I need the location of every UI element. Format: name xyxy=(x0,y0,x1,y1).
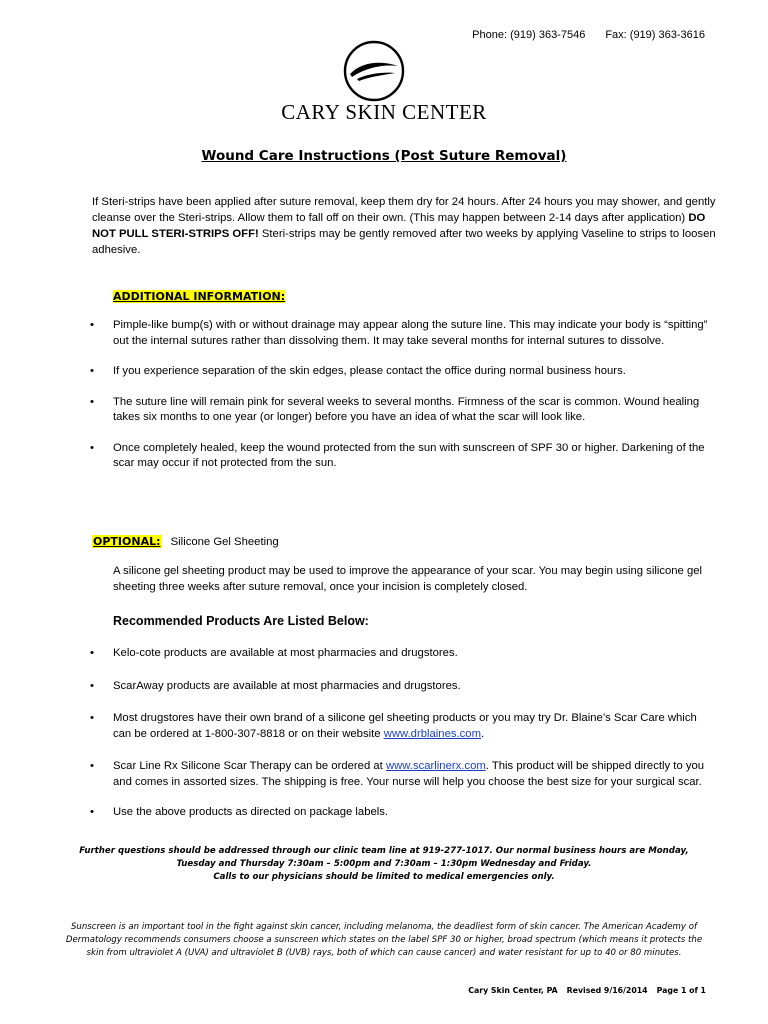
list-item: • ScarAway products are available at most pharmacies and drugstores. xyxy=(90,679,715,695)
list-item: • If you experience separation of the skin edges, please contact the office during normal business hours. xyxy=(90,364,715,380)
list-item xyxy=(90,711,715,742)
item-end: . This product will be shipped directly to you and comes in assorted sizes. The shipping is free. Your nurse will help you choose the best size for your surgical scar. xyxy=(113,760,705,788)
recommended-heading: Recommended Products Are Listed Below: xyxy=(113,614,369,628)
list-item: • The suture line will remain pink for several weeks to several months. Firmness of the scar is common. Wound healing takes six months to one year (or longer) before you have an idea of what the scar will look like. xyxy=(90,395,715,426)
sunscreen-note: Sunscreen is an important tool in the fight against skin cancer, including melanoma, the deadliest form of skin cancer. The American Academy of Dermatology recommends consumers choose a sunscreen which states on the label SPF 30 or higher, broad spectrum (which means it protects the skin from ultraviolet A (UVA) and ultraviolet B (UVB) rays, both of which can cause cancer) and water resistant for up to 40 or 80 minutes. xyxy=(65,922,703,958)
drblaines-link[interactable]: www.drblaines.com xyxy=(383,727,482,740)
footer-revised: Revised 9/16/2014 xyxy=(566,986,648,995)
page-title xyxy=(0,148,768,164)
list-item: • Use the above products as directed on package labels. xyxy=(90,805,715,821)
list-item: • Kelo-cote products are available at most pharmacies and drugstores. xyxy=(90,646,715,662)
optional-description: A silicone gel sheeting product may be used to improve the appearance of your scar. You may begin using silicone gel sheeting three weeks after suture removal, once your incision is completely closed. xyxy=(113,565,703,593)
item-end: . xyxy=(481,727,485,740)
scarlinerx-link[interactable]: www.scarlinerx.com xyxy=(385,760,486,772)
optional-text: Silicone Gel Sheeting xyxy=(170,536,279,548)
additional-heading xyxy=(113,287,285,305)
list-item: • Pimple-like bump(s) with or without drainage may appear along the suture line. This may indicate your body is “spitting” out the internal sutures rather than dissolving them. It may take several months for internal sutures to dissolve. xyxy=(90,318,715,349)
brand-name: CARY SKIN CENTER xyxy=(281,100,487,124)
intro-text-a: If Steri-strips have been applied after suture removal, keep them dry for 24 hours. After 24 hours you may shower, and gently cleanse over the Steri-strips. Allow them to fall off on their own. (This may happen between 2-14 days after application) xyxy=(92,196,716,224)
contact-note-line1: Further questions should be addressed through our clinic team line at 919-277-1017. Our normal business hours are Monday, Tuesday and Thursday 7:30am – 5:00pm and 7:30am – 1:30pm Wednesday and Friday. xyxy=(79,846,689,869)
optional-label: OPTIONAL: xyxy=(93,535,161,548)
phone-number: Phone: (919) 363-7546 xyxy=(472,29,586,41)
footer-org: Cary Skin Center, PA xyxy=(468,986,558,995)
logo-icon xyxy=(343,40,405,102)
item-text: Scar Line Rx Silicone Scar Therapy can be ordered at xyxy=(113,760,386,772)
list-item xyxy=(90,759,715,790)
intro-warning: DO NOT PULL STERI-STRIPS OFF! xyxy=(92,212,706,240)
item-text: Most drugstores have their own brand of a silicone gel sheeting products or you may try Dr. Blaine’s Scar Care which can be ordered at 1-800-307-8818 or on their website xyxy=(113,712,697,740)
list-item: • Once completely healed, keep the wound protected from the sun with sunscreen of SPF 30 or higher. Darkening of the scar may occur if not protected from the sun. xyxy=(90,441,715,472)
page-footer xyxy=(468,986,706,995)
intro-paragraph xyxy=(92,194,717,258)
contact-note xyxy=(60,845,708,884)
additional-heading-text: ADDITIONAL INFORMATION: xyxy=(113,290,286,303)
footer-page: Page 1 of 1 xyxy=(656,986,706,995)
additional-list xyxy=(90,318,715,472)
optional-line xyxy=(92,535,279,548)
contact-note-line2: Calls to our physicians should be limited to medical emergencies only. xyxy=(213,872,555,882)
fax-number: Fax: (919) 363-3616 xyxy=(605,29,705,41)
recommended-list xyxy=(90,646,715,821)
contact-info xyxy=(472,29,705,41)
page-title-text: Wound Care Instructions (Post Suture Removal) xyxy=(201,148,567,164)
intro-text-b: Steri-strips may be gently removed after two weeks by applying Vaseline to strips to loosen adhesive. xyxy=(92,228,716,256)
